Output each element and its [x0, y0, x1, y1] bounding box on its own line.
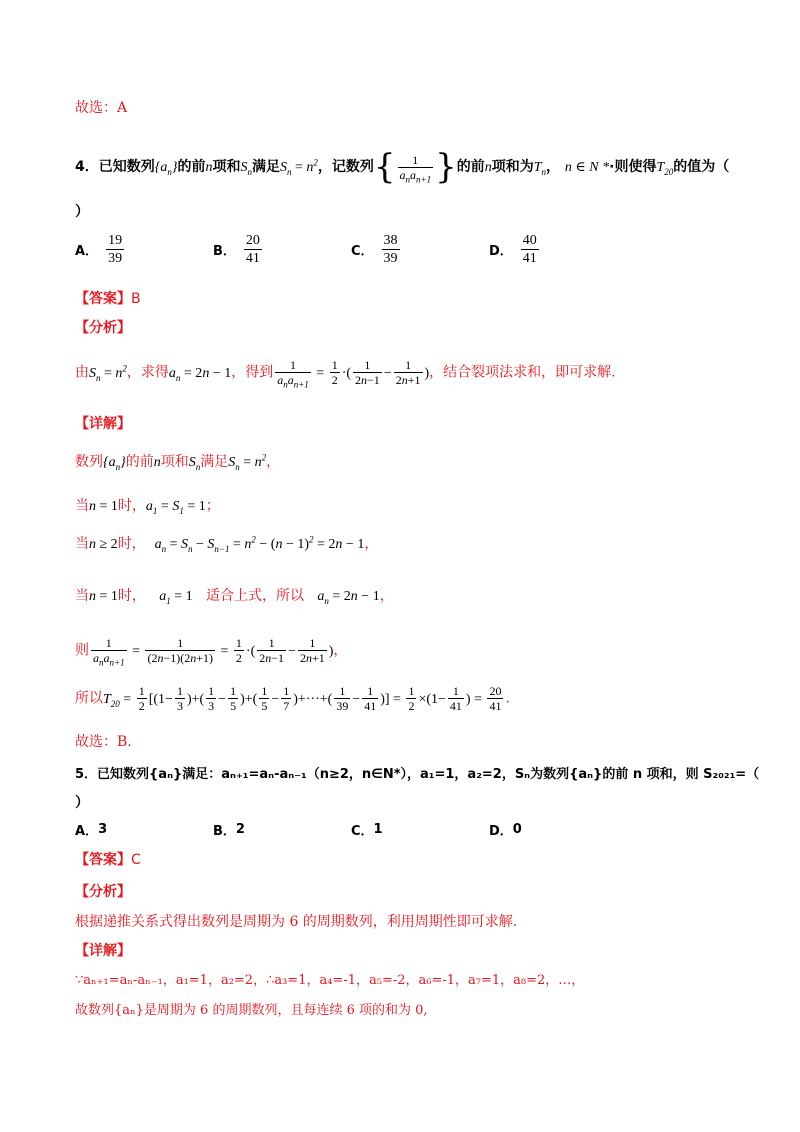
- q4-detail-line-6: 所以$T_{20}$ = $\frac{1}{2}$ [(1− $\frac{1}{3}$ )+( $\frac{1}{3}$ − $\frac{1}{5}$ )+( $\frac{1}{5}$ − $\frac{1}{7}$ )+···+( $\frac{1}{39}$ − $\frac{1}{41}$ )] = $\frac{1}{2}$ ×(1− $\frac{1}{41}$ ) = $\frac{20}{41}$ .: [75, 684, 510, 713]
- q5-option-a: A． 3: [75, 822, 108, 839]
- q4-detail-line-5: 则 $\frac{1}{a_na_{n+1}}$ = $\frac{1}{(2n-1)(2n+1)}$ = $\frac{1}{2}$ ·( $\frac{1}{2n-1}$ − $\frac{1}{2n+1}$ )，: [75, 636, 348, 668]
- q4-option-b: B． $\frac{20}{41}$: [213, 233, 260, 266]
- q4-analysis-tag: 【分析】: [75, 320, 131, 336]
- q5-analysis-tag: 【分析】: [75, 884, 131, 900]
- q5-options: [75, 820, 695, 840]
- q5-detail-tag: 【详解】: [75, 943, 131, 959]
- q4-option-a: A． $\frac{19}{39}$: [75, 233, 123, 266]
- q5-answer: 【答案】C: [75, 852, 141, 868]
- q4-detail-line-4: 当n = 1时， $a_1 = 1$ 适合上式，所以 $a_n = 2n - 1$，: [75, 588, 394, 606]
- q5-option-d: D． 0: [489, 822, 522, 839]
- q4-conclusion: 故选：B.: [75, 734, 132, 750]
- q5-option-b: B． 2: [213, 822, 245, 839]
- q4-option-d: D． $\frac{40}{41}$: [489, 233, 537, 266]
- q4-detail-line-3: 当n ≥ 2时， $a_n = S_n - S_{n-1} = n^2 - (n - 1)^2 = 2n - 1$，: [75, 534, 379, 554]
- q4-answer: 【答案】B: [75, 291, 141, 307]
- q5-detail-line-1: ∵aₙ₊₁=aₙ-aₙ₋₁，a₁=1，a₂=2，∴a₃=1，a₄=-1，a₅=-2，a₆=-1，a₇=1，a₈=2，…，: [75, 973, 585, 988]
- q4-options: [75, 232, 695, 272]
- q5-stem: 5．已知数列{aₙ}满足：aₙ₊₁=aₙ-aₙ₋₁（n≥2，n∈N*），a₁=1，a₂=2，Sₙ为数列{aₙ}的前 n 项和，则 S₂₀₂₁=（: [75, 767, 760, 782]
- q4-detail-line-2: 当n = 1时，$a_1 = S_1 = 1$；: [75, 498, 220, 516]
- q4-stem: 4．已知数列$\{a_n\}$的前n项和$S_n$满足$S_n = n^2$，记数列{ $\frac{1}{a_na_{n+1}}$ }的前n项和为$T_n$， n ∈ N *·则使得$T_{20}$的值为（: [75, 147, 730, 187]
- q4-analysis: 由$S_n = n^2$，求得$a_n = 2n - 1$，得到 $\frac{1}{a_na_{n+1}}$ = $\frac{1}{2}$ ·( $\frac{1}{2n-1}$ − $\frac{1}{2n+1}$ )，结合裂项法求和，即可求解.: [75, 358, 616, 390]
- q4-stem-close: ）: [75, 204, 89, 220]
- q3-conclusion: 故选：A: [75, 100, 128, 116]
- q5-analysis: 根据递推关系式得出数列是周期为 6 的周期数列，利用周期性即可求解.: [75, 914, 518, 930]
- q5-option-c: C． 1: [351, 822, 383, 839]
- q4-detail-line-1: 数列$\{a_n\}$的前n项和$S_n$满足$S_n = n^2$，: [75, 452, 281, 472]
- q5-detail-line-2: 故数列{aₙ}是周期为 6 的周期数列，且每连续 6 项的和为 0,: [75, 1003, 428, 1018]
- q4-option-c: C． $\frac{38}{39}$: [351, 233, 398, 266]
- q4-detail-tag: 【详解】: [75, 416, 131, 432]
- q5-stem-close: ）: [75, 795, 89, 811]
- q4-number: 4．: [75, 159, 99, 175]
